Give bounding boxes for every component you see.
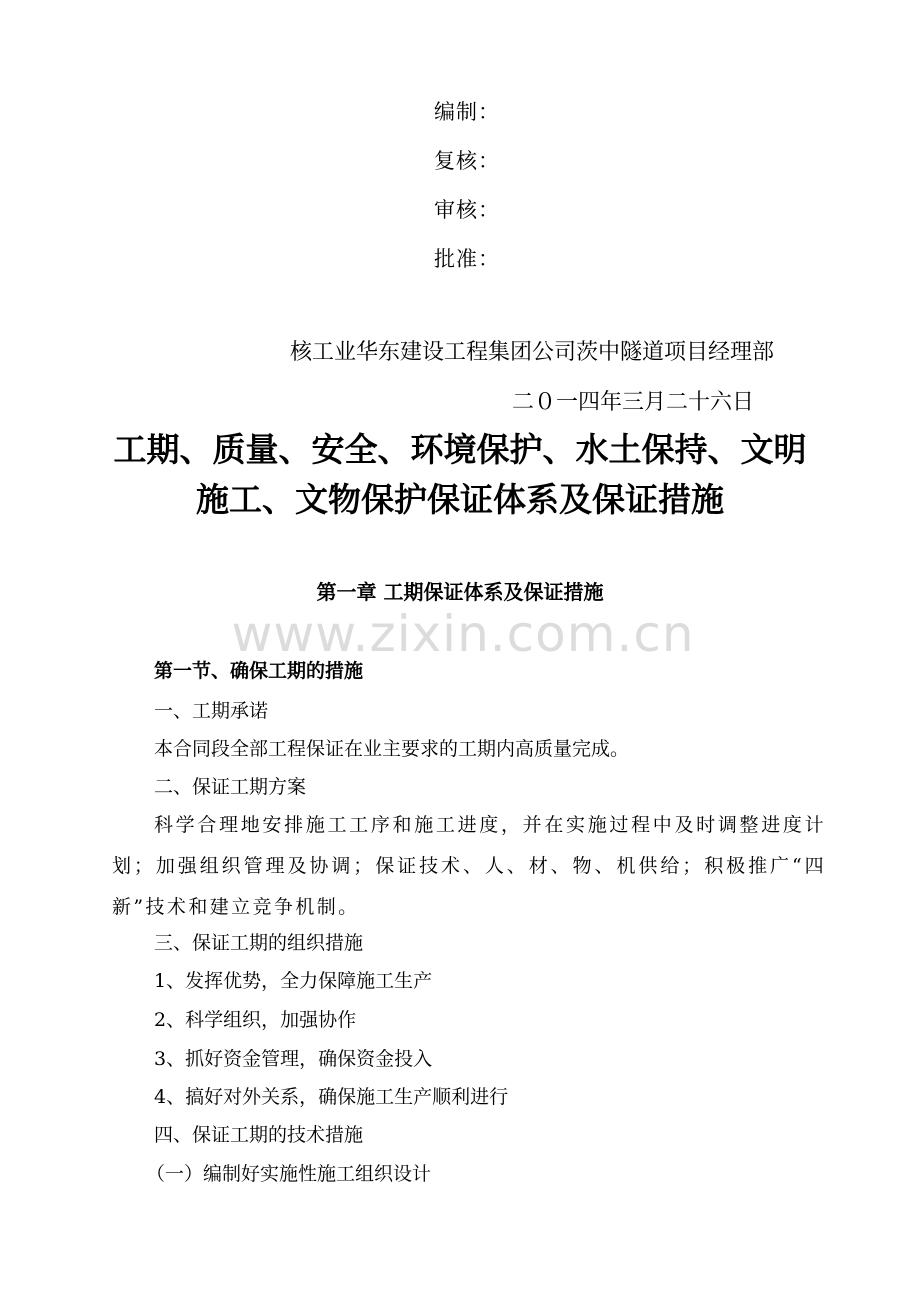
signature-approve: 批准： [434,247,500,271]
chapter-heading: 第一章 工期保证体系及保证措施 [316,580,604,604]
signature-audit: 审核： [434,198,500,222]
list-item-4: 4、搞好对外关系，确保施工生产顺利进行 [154,1086,509,1108]
sub-item-1: （一）编制好实施性施工组织设计 [146,1163,432,1185]
document-title-line2: 施工、文物保护保证体系及保证措施 [196,480,724,519]
signature-compile: 编制： [434,100,500,124]
heading-plan: 二、保证工期方案 [154,776,307,798]
paragraph-commitment: 本合同段全部工程保证在业主要求的工期内高质量完成。 [154,738,630,760]
organization-name: 核工业华东建设工程集团公司茨中隧道项目经理部 [290,340,775,365]
list-item-1: 1、发挥优势，全力保障施工生产 [154,970,433,992]
section-heading: 第一节、确保工期的措施 [154,660,364,682]
signature-review: 复核： [434,149,500,173]
list-item-2: 2、科学组织，加强协作 [154,1009,357,1031]
heading-technical-measures: 四、保证工期的技术措施 [154,1124,364,1146]
heading-organization-measures: 三、保证工期的组织措施 [154,932,364,954]
document-date: 二０一四年三月二十六日 [512,390,755,415]
paragraph-plan: 科学合理地安排施工工序和施工进度，并在实施过程中及时调整进度计划；加强组织管理及协调；保证技术、人、材、物、机供给；积极推广“四新”技术和建立竞争机制。 [112,814,826,918]
watermark: www.zixin.com.cn [231,605,695,663]
heading-commitment: 一、工期承诺 [154,700,269,722]
document-title-line1: 工期、质量、安全、环境保护、水土保持、文明 [113,430,807,469]
list-item-3: 3、抓好资金管理，确保资金投入 [154,1048,433,1070]
